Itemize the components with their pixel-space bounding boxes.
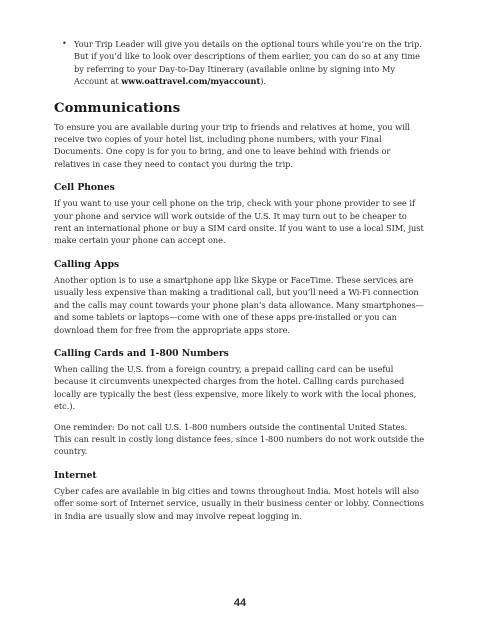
internet-paragraph: Cyber cafes are available in big cities and towns throughout India. Most hotels will also offer some sort of Internet service, usually in their business center or lobby. Connections in India are usually slow and may involve repeat logging in. <box>54 485 425 521</box>
calling-cards-paragraph: When calling the U.S. from a foreign country, a prepaid calling card can be useful because it circumvents unexpected charges from the hotel. Calling cards purchased locally are typically the best (less expensive, more likely to work with the local phones, etc.). <box>54 363 417 412</box>
list-item-optional-tours <box>54 38 426 88</box>
sub-heading-internet: Internet <box>54 469 97 481</box>
section-heading-communications: Communications <box>54 100 181 116</box>
bullet-text <box>74 38 426 88</box>
page-number: 44 <box>233 597 247 609</box>
calling-apps-paragraph: Another option is to use a smartphone app like Skype or FaceTime. These services are usually less expensive than making a traditional call, but you’ll need a Wi-Fi connection and the calls may count towards your phone plan’s data allowance. Many smartphones—and some tablets or laptops—come with one of these apps pre-installed or you can download them for free from the appropriate apps store. <box>54 274 424 335</box>
document-page <box>54 38 426 522</box>
my-account-link[interactable]: www.oattravel.com/myaccount <box>121 76 261 87</box>
sub-heading-cell-phones: Cell Phones <box>54 182 115 194</box>
sub-heading-calling-apps: Calling Apps <box>54 258 120 270</box>
sub-heading-calling-cards: Calling Cards and 1-800 Numbers <box>54 347 229 359</box>
communications-paragraph: To ensure you are available during your trip to friends and relatives at home, you will receive two copies of your hotel list, including phone numbers, with your Final Documents. One copy is for you to bring, and one to leave behind with friends or relatives in case they need to contact you during the trip. <box>54 121 411 169</box>
bullet-text-end: ). <box>260 76 267 87</box>
bullet-icon: • <box>62 39 67 48</box>
calling-cards-reminder-paragraph: One reminder: Do not call U.S. 1-800 numbers outside the continental United States. This can result in costly long distance fees, since 1-800 numbers do not work outside the country. <box>54 421 425 457</box>
cell-phones-paragraph: If you want to use your cell phone on the trip, check with your phone provider to see if your phone and service will work outside of the U.S. It may turn out to be cheaper to rent an international phone or buy a SIM card onsite. If you want to use a local SIM, just make certain your phone can accept one. <box>54 198 424 246</box>
bullet-text-start: Your Trip Leader will give you details on the optional tours while you’re on the trip. But if you’d like to look over descriptions of them earlier, you can do so at any time by referring to your Day-to-Day Itinerary (available online by signing into My Account at <box>74 39 422 87</box>
